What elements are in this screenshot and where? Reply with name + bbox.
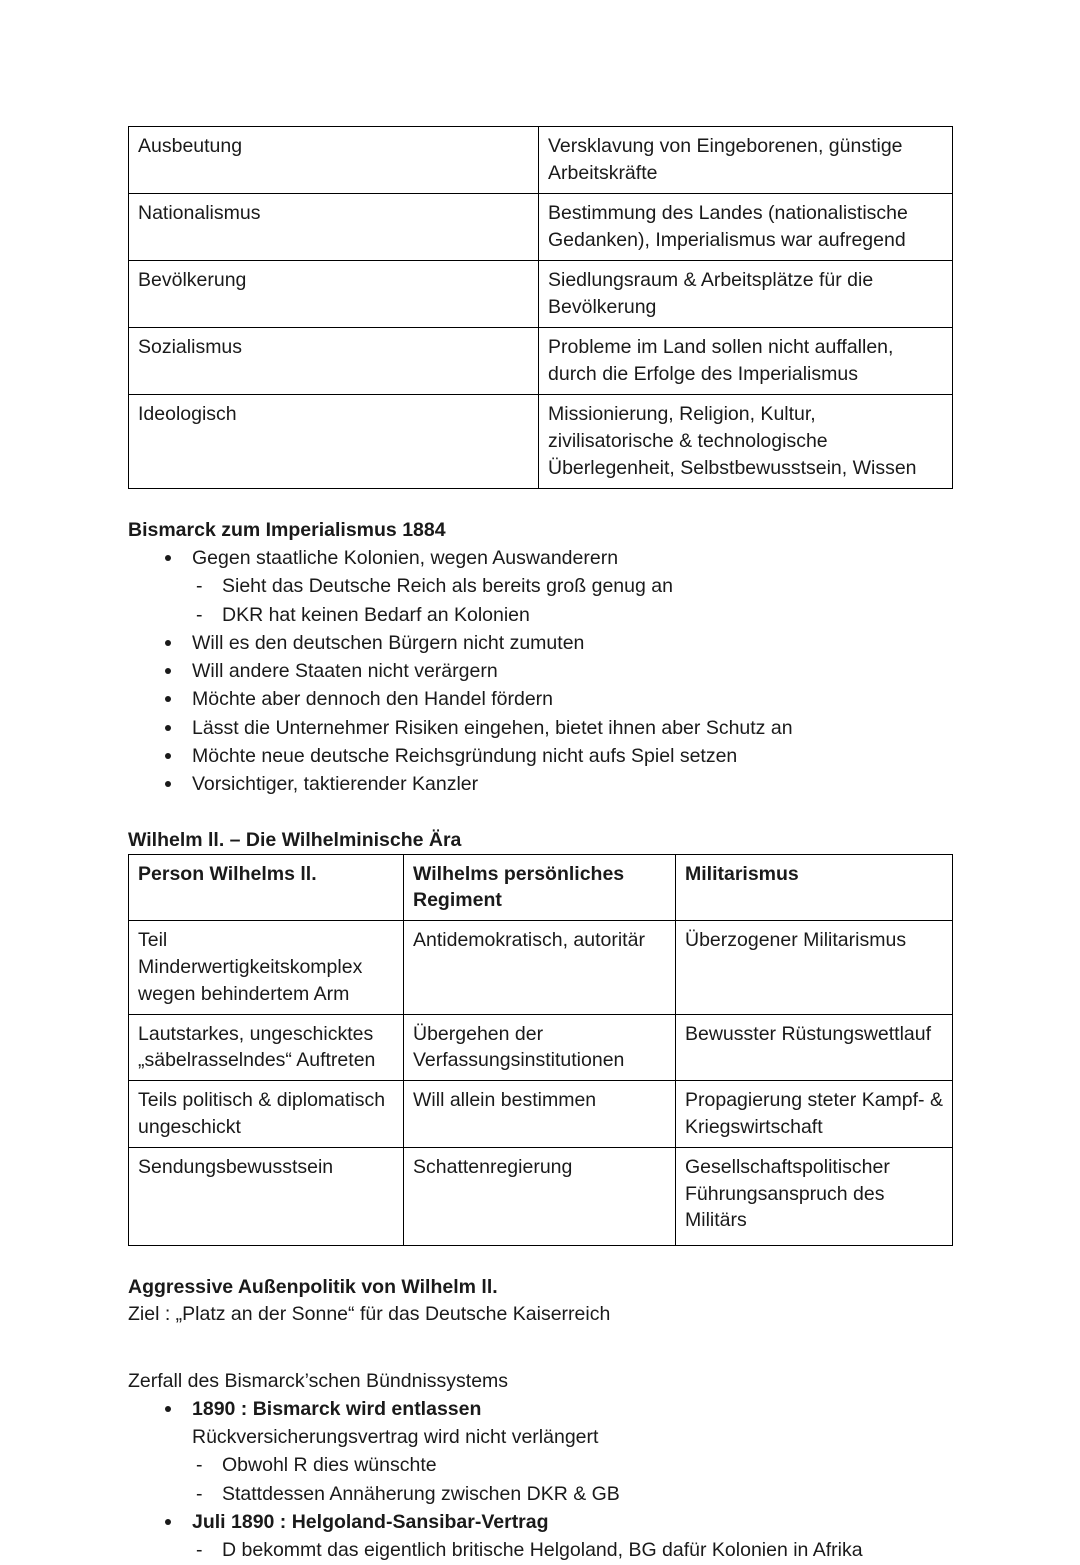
- aussenpolitik-goal: Ziel : „Platz an der Sonne“ für das Deutsche Kaiserreich: [128, 1302, 611, 1325]
- list-item-note: Rückversicherungsvertrag wird nicht verlängert: [192, 1426, 599, 1449]
- table-row: [129, 328, 953, 395]
- table-cell: Lautstarkes, ungeschicktes „säbelrasselndes“ Auftreten: [129, 1014, 404, 1081]
- list-item: [128, 685, 952, 713]
- bullet-dot-icon: [165, 1519, 171, 1525]
- table-cell: Bewusster Rüstungswettlauf: [676, 1014, 953, 1081]
- list-item-sublist-wrapper: [128, 572, 952, 629]
- bullet-dot-icon: [165, 668, 171, 674]
- list-item: [128, 1508, 952, 1536]
- table-cell: Überzogener Militarismus: [676, 921, 953, 1014]
- table-header-row: [129, 854, 953, 921]
- list-item-label: Juli 1890 : Helgoland-Sansibar-Vertrag: [192, 1511, 549, 1534]
- dash-bullet-icon: -: [196, 575, 203, 598]
- list-item-label: Sieht das Deutsche Reich als bereits groß genug an: [222, 575, 673, 598]
- spacer: [128, 489, 952, 517]
- spacer: [128, 799, 952, 827]
- motive-description-cell: Bestimmung des Landes (nationalistische Gedanken), Imperialismus war aufregend: [539, 194, 953, 261]
- table-cell: Antidemokratisch, autoritär: [404, 921, 676, 1014]
- motives-table: [128, 126, 953, 489]
- list-item-label: D bekommt das eigentlich britische Helgoland, BG dafür Kolonien in Afrika: [222, 1539, 863, 1562]
- dash-bullet-icon: -: [196, 1539, 203, 1562]
- list-item: [128, 1395, 952, 1423]
- heading-wilhelm: Wilhelm ll. – Die Wilhelminische Ära: [128, 828, 462, 851]
- motive-name-cell: Bevölkerung: [129, 261, 539, 328]
- list-item-label: Möchte aber dennoch den Handel fördern: [192, 688, 553, 711]
- table-row: [129, 194, 953, 261]
- list-item: [128, 770, 952, 798]
- list-item-label: Lässt die Unternehmer Risiken eingehen, bietet ihnen aber Schutz an: [192, 716, 793, 739]
- table-row: [129, 921, 953, 1014]
- list-item-label: DKR hat keinen Bedarf an Kolonien: [222, 603, 530, 626]
- list-item: [128, 1451, 952, 1479]
- wilhelm-table: [128, 854, 953, 1246]
- bullet-dot-icon: [165, 640, 171, 646]
- heading-aussenpolitik: Aggressive Außenpolitik von Wilhelm ll.: [128, 1275, 498, 1298]
- motive-description-cell: Siedlungsraum & Arbeitsplätze für die Bevölkerung: [539, 261, 953, 328]
- subheading-zerfall: Zerfall des Bismarck’schen Bündnissystems: [128, 1369, 509, 1392]
- table-cell: Sendungsbewusstsein: [129, 1147, 404, 1245]
- table-row: [129, 395, 953, 489]
- list-item: [128, 601, 952, 629]
- list-item-sublist-wrapper: [128, 1536, 952, 1564]
- bismarck-bullet-list: [128, 544, 952, 799]
- zerfall-sub-list: [128, 1451, 952, 1508]
- column-header-person: Person Wilhelms ll.: [129, 854, 404, 921]
- bismarck-sub-list: [128, 572, 952, 629]
- motive-name-cell: Ideologisch: [129, 395, 539, 489]
- table-row: [129, 1014, 953, 1081]
- table-cell: Schattenregierung: [404, 1147, 676, 1245]
- list-item-label: 1890 : Bismarck wird entlassen: [192, 1397, 482, 1420]
- list-item: [128, 572, 952, 600]
- bullet-dot-icon: [165, 696, 171, 702]
- motive-name-cell: Ausbeutung: [129, 127, 539, 194]
- list-item-label: Stattdessen Annäherung zwischen DKR & GB: [222, 1482, 620, 1505]
- dash-bullet-icon: -: [196, 603, 203, 626]
- spacer: [128, 1246, 952, 1274]
- column-header-militarismus: Militarismus: [676, 854, 953, 921]
- bullet-dot-icon: [165, 725, 171, 731]
- motive-description-cell: Versklavung von Eingeborenen, günstige Arbeitskräfte: [539, 127, 953, 194]
- motive-name-cell: Sozialismus: [129, 328, 539, 395]
- list-item: [128, 629, 952, 657]
- list-item-label: Will es den deutschen Bürgern nicht zumuten: [192, 631, 585, 654]
- list-item-label: Obwohl R dies wünschte: [222, 1454, 437, 1477]
- list-item: [128, 1536, 952, 1564]
- list-item-label: Möchte neue deutsche Reichsgründung nicht aufs Spiel setzen: [192, 745, 738, 768]
- list-item: [128, 1480, 952, 1508]
- zerfall-bullet-list: [128, 1395, 952, 1565]
- motive-description-cell: Missionierung, Religion, Kultur, zivilisatorische & technologische Überlegenheit, Selbstbewusstsein, Wissen: [539, 395, 953, 489]
- table-cell: Propagierung steter Kampf- & Kriegswirtschaft: [676, 1081, 953, 1148]
- table-cell: Teil Minderwertigkeitskomplex wegen behindertem Arm: [129, 921, 404, 1014]
- dash-bullet-icon: -: [196, 1482, 203, 1505]
- table-cell: Teils politisch & diplomatisch ungeschickt: [129, 1081, 404, 1148]
- bullet-dot-icon: [165, 753, 171, 759]
- column-header-regiment: Wilhelms persönliches Regiment: [404, 854, 676, 921]
- heading-bismarck: Bismarck zum Imperialismus 1884: [128, 519, 446, 541]
- dash-bullet-icon: -: [196, 1454, 203, 1477]
- list-item: [128, 657, 952, 685]
- bullet-dot-icon: [165, 781, 171, 787]
- table-row: [129, 127, 953, 194]
- table-row: [129, 261, 953, 328]
- table-cell: Will allein bestimmen: [404, 1081, 676, 1148]
- spacer: [128, 1328, 952, 1368]
- motive-description-cell: Probleme im Land sollen nicht auffallen, durch die Erfolge des Imperialismus: [539, 328, 953, 395]
- list-item: [128, 742, 952, 770]
- list-item: [128, 544, 952, 572]
- table-cell: Gesellschaftspolitischer Führungsanspruch des Militärs: [676, 1147, 953, 1245]
- document-content: [128, 126, 952, 1565]
- bullet-dot-icon: [165, 1406, 171, 1412]
- list-item: [128, 714, 952, 742]
- table-cell: Übergehen der Verfassungsinstitutionen: [404, 1014, 676, 1081]
- list-item-label: Will andere Staaten nicht verärgern: [192, 660, 498, 683]
- motive-name-cell: Nationalismus: [129, 194, 539, 261]
- list-item-note-wrapper: [128, 1423, 952, 1508]
- zerfall-sub-list: [128, 1536, 952, 1564]
- table-row: [129, 1147, 953, 1245]
- table-row: [129, 1081, 953, 1148]
- list-item-label: Gegen staatliche Kolonien, wegen Auswanderern: [192, 547, 619, 569]
- bullet-dot-icon: [165, 555, 171, 561]
- list-item-label: Vorsichtiger, taktierender Kanzler: [192, 773, 479, 796]
